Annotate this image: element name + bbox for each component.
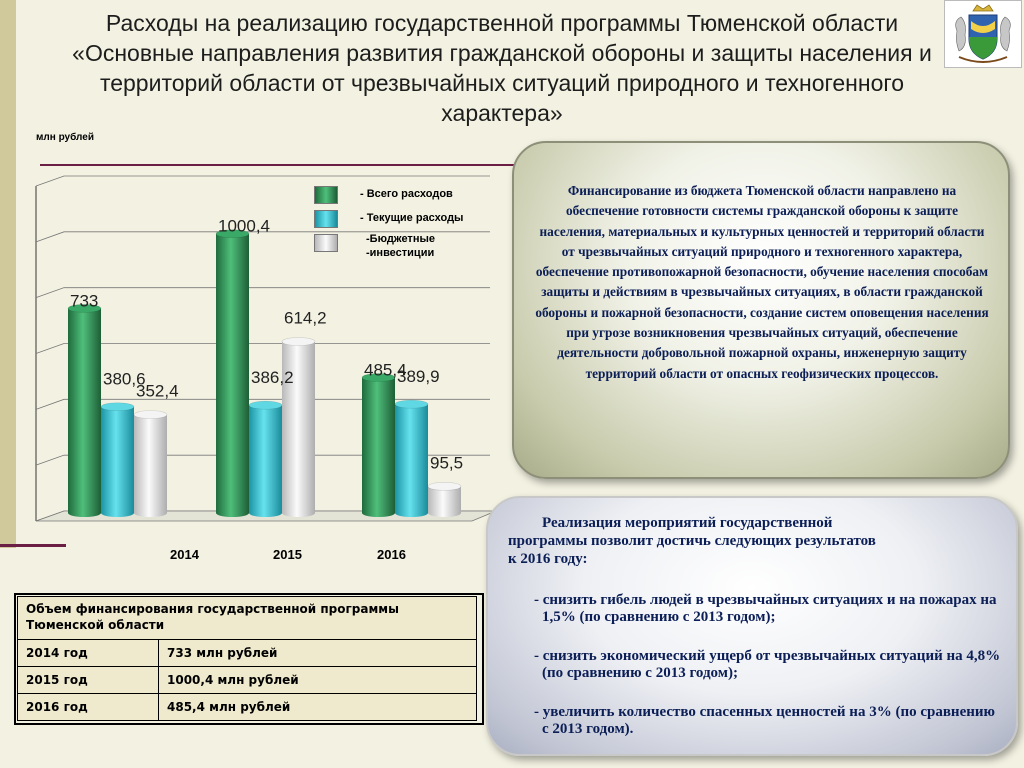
table-cell-year: 2015 год <box>18 667 159 694</box>
table-cell-year: 2016 год <box>18 694 159 721</box>
data-label-2-2016: 95,5 <box>430 453 464 473</box>
bar-top-2-2015 <box>282 338 315 346</box>
result-item: - снизить экономический ущерб от чрезвычайных ситуаций на 4,8% (по сравнению с 2013 годом); <box>534 648 1001 681</box>
data-label-2-2014: 352,4 <box>136 381 179 401</box>
bar-top-2-2014 <box>134 411 167 419</box>
bar-2-2014 <box>134 415 167 513</box>
info-panel-financing <box>512 141 1010 479</box>
bar-1-2015 <box>249 405 282 513</box>
data-label-1-2015: 386,2 <box>251 368 294 388</box>
gridline <box>36 288 490 298</box>
info-panel-results <box>486 496 1018 756</box>
data-label-0-2015: 1000,4 <box>218 216 270 236</box>
legend-label-budget-1: -Бюджетные <box>366 233 435 245</box>
table-header-row <box>18 597 477 640</box>
bar-0-2014 <box>68 308 101 513</box>
x-tick-2015: 2015 <box>273 547 302 562</box>
bar-top-2-2016 <box>428 482 461 490</box>
table-cell-year: 2014 год <box>18 640 159 667</box>
bar-1-2016 <box>395 404 428 513</box>
data-label-0-2014: 733 <box>70 291 99 311</box>
x-tick-2014: 2014 <box>170 547 199 562</box>
table-cell-amount: 733 млн рублей <box>159 640 477 667</box>
data-label-2-2015: 614,2 <box>284 308 327 328</box>
legend-swatch-current <box>314 210 338 228</box>
legend-swatch-budget <box>314 234 338 252</box>
gridline <box>36 176 490 186</box>
data-label-0-2016: 485,4 <box>364 360 407 380</box>
bar-base-0-2015 <box>216 509 249 517</box>
bar-top-1-2014 <box>101 403 134 411</box>
data-label-1-2014: 380,6 <box>103 369 146 389</box>
result-item: - увеличить количество спасенных ценностей на 3% (по сравнению с 2013 годом). <box>534 704 995 737</box>
bar-top-1-2015 <box>249 401 282 409</box>
bar-base-2-2015 <box>282 509 315 517</box>
bar-base-1-2014 <box>101 509 134 517</box>
bar-1-2014 <box>101 407 134 513</box>
funding-table <box>17 596 477 721</box>
x-tick-2016: 2016 <box>377 547 406 562</box>
bar-base-1-2016 <box>395 509 428 517</box>
bar-0-2016 <box>362 377 395 513</box>
bar-top-1-2016 <box>395 400 428 408</box>
y-axis-label: млн рублей <box>36 132 94 143</box>
bar-base-1-2015 <box>249 509 282 517</box>
legend-label-budget-2: -инвестиции <box>366 247 435 259</box>
legend-label-total: - Всего расходов <box>360 188 453 200</box>
financing-description: Финансирование из бюджета Тюменской области направлено на обеспечение готовности системы гражданской обороны к защите населения, материальных и культурных ценностей и территорий области от чрезвычайных ситуаций природного и техногенного характера, обеспечение противопожарной безопасности, обучение населения способам защиты и действиям в чрезвычайных ситуациях, в области гражданской обороны и пожарной безопасности, создание систем оповещения населения при угрозе возникновения чрезвычайных ситуаций, обеспечение деятельности добровольной пожарной охраны, инженерную защиту территорий области от опасных геофизических процессов. <box>535 183 989 381</box>
data-label-1-2016: 389,9 <box>397 367 440 387</box>
table-cell-amount: 485,4 млн рублей <box>159 694 477 721</box>
table-row <box>18 694 477 721</box>
bar-base-0-2014 <box>68 509 101 517</box>
table-cell-amount: 1000,4 млн рублей <box>159 667 477 694</box>
slide-title: Расходы на реализацию государственной программы Тюменской области «Основные направления развития гражданской обороны и защиты населения и территорий области от чрезвычайных ситуаций природного и техногенного характера» <box>72 10 932 126</box>
table-row <box>18 640 477 667</box>
result-item: - снизить гибель людей в чрезвычайных ситуациях и на пожарах на 1,5% (по сравнению с 2013 годом); <box>534 592 997 625</box>
bar-0-2015 <box>216 234 249 513</box>
bar-base-2-2016 <box>428 509 461 517</box>
legend-label-current: - Текущие расходы <box>360 212 464 224</box>
bar-base-2-2014 <box>134 509 167 517</box>
table-header: Объем финансирования государственной программы Тюменской области <box>18 597 477 640</box>
gridline <box>36 344 490 354</box>
legend-swatch-total <box>314 186 338 204</box>
bar-base-0-2016 <box>362 509 395 517</box>
table-row <box>18 667 477 694</box>
results-intro: Реализация мероприятий государственной программы позволит достичь следующих результатов к 2016 году: <box>508 515 876 567</box>
